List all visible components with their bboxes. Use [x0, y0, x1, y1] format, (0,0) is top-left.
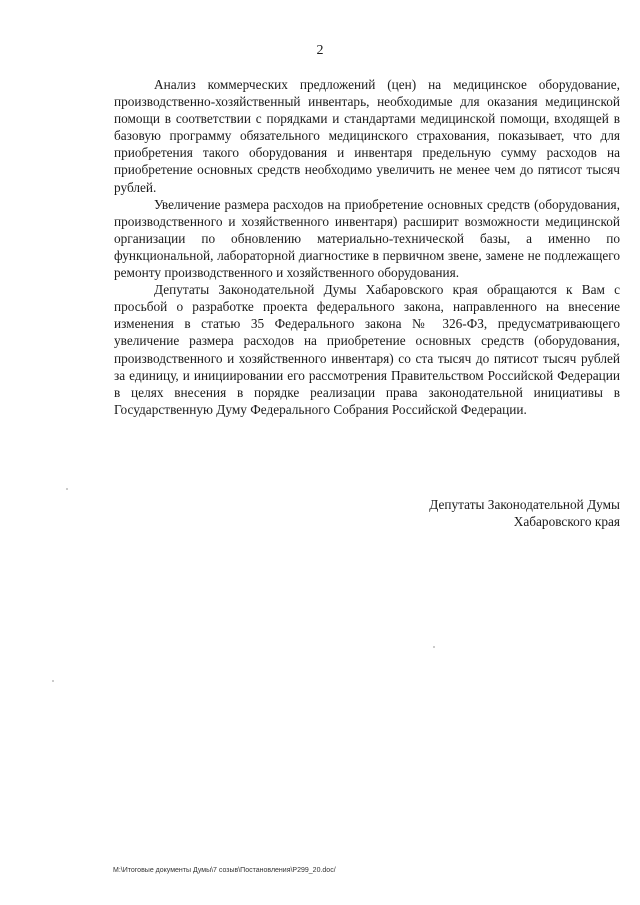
scan-speck: [52, 680, 54, 682]
signature-line-2: Хабаровского края: [513, 514, 620, 530]
paragraph-request: Депутаты Законодательной Думы Хабаровского края обращаются к Вам с просьбой о разработке проекта федерального закона, направленного на внесение изменения в статью 35 Федерального закона № 326-ФЗ, предусматривающего увеличение размера расходов на приобретение основных средств (оборудования, производственного и хозяйственного инвентаря) со ста тысяч до пятисот тысяч рублей за единицу, и инициировании его рассмотрения Правительством Российской Федерации в целях внесения в порядке реализации права законодательной инициативы в Государственную Думу Федерального Собрания Российской Федерации.: [114, 282, 620, 417]
footer-file-path: М:\Итоговые документы Думы\7 созыв\Постановления\Р299_20.doc/: [113, 867, 336, 874]
paragraph-analysis: Анализ коммерческих предложений (цен) на медицинское оборудование, производственно-хозяйственный инвентарь, необходимые для оказания медицинской помощи в соответствии с порядками и стандартами медицинской помощи, входящей в базовую программу обязательного медицинского страхования, показывает, что для приобретения такого оборудования и инвентаря предельную сумму расходов на приобретение основных средств необходимо увеличить не менее чем до пятисот тысяч рублей.: [114, 77, 620, 195]
paragraph-increase: Увеличение размера расходов на приобретение основных средств (оборудования, производственного и хозяйственного инвентаря) расширит возможности медицинской организации по обновлению материально-технической базы, а именно по функциональной, лабораторной диагностике в первичном звене, замене не подлежащего ремонту производственного и хозяйственного оборудования.: [114, 196, 620, 281]
page-number: 2: [316, 43, 324, 58]
letter-body: [114, 76, 620, 418]
scan-speck: [66, 488, 68, 490]
signature-block: [429, 496, 620, 530]
signature-line-1: Депутаты Законодательной Думы: [429, 497, 620, 512]
scan-speck: [433, 646, 435, 648]
